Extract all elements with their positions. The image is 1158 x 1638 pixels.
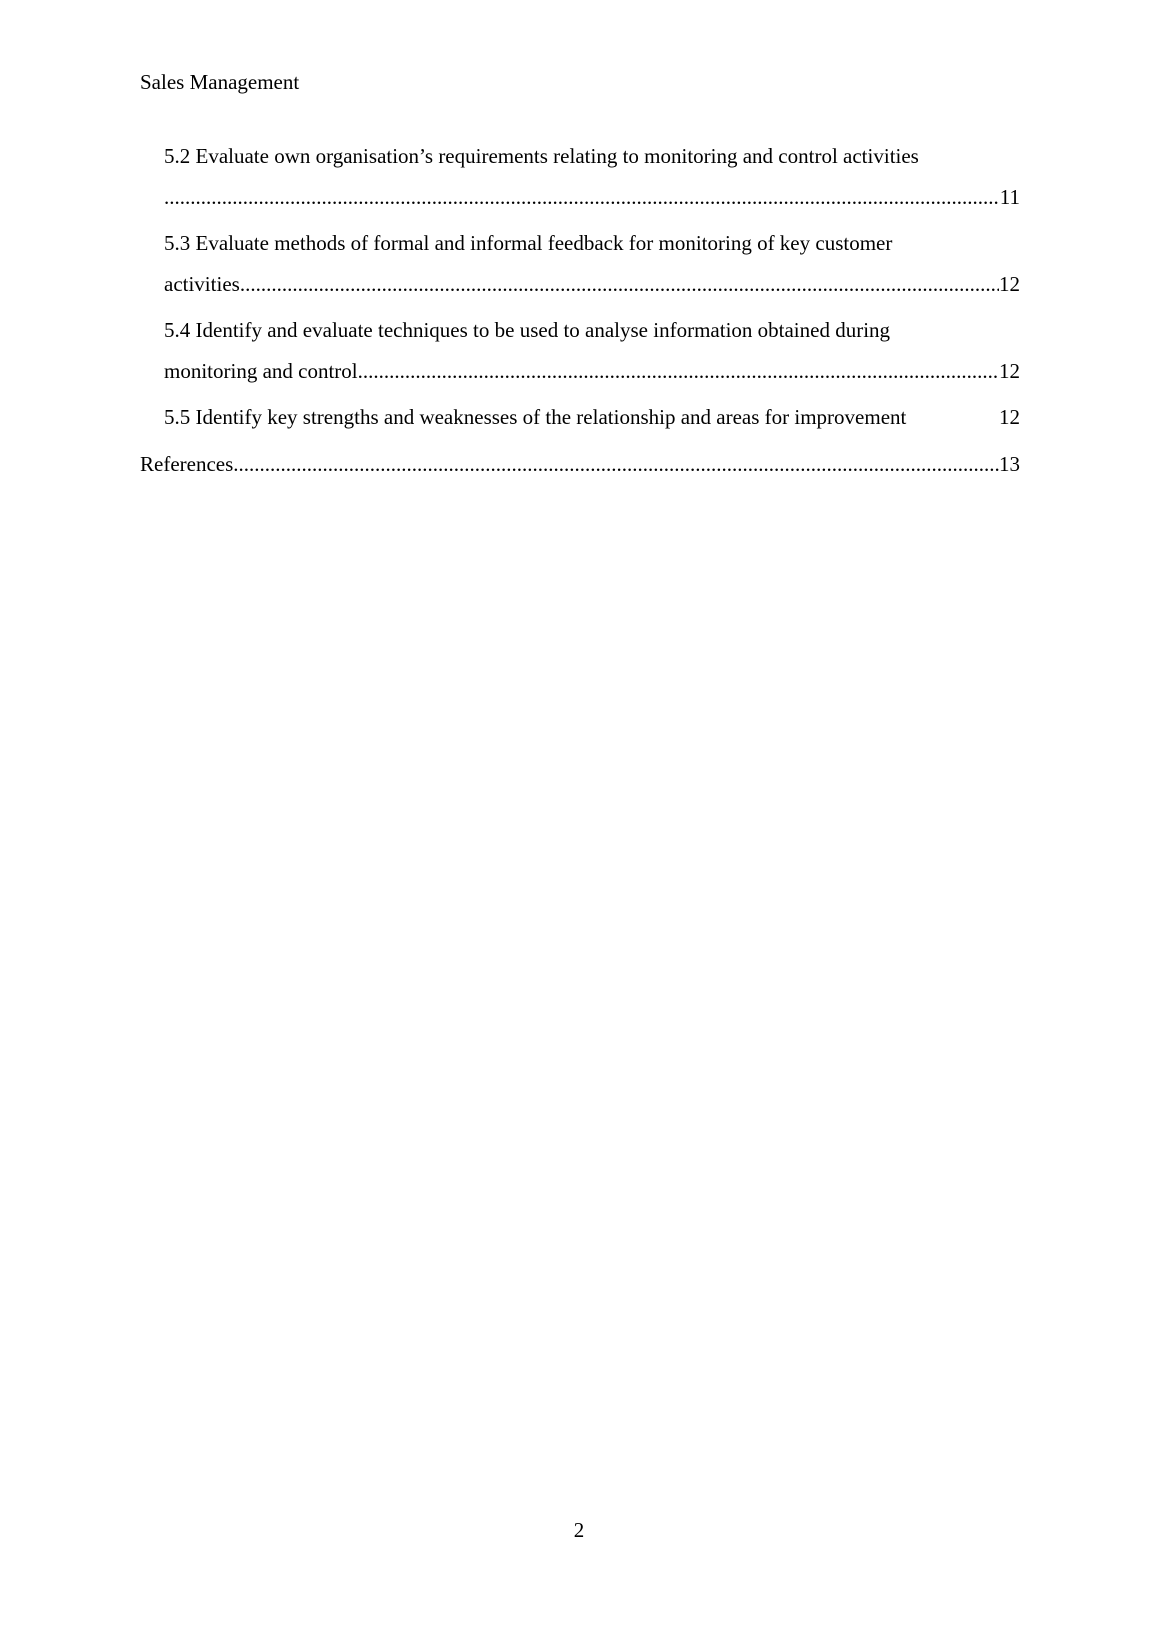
toc-entry-5-4[interactable] [140,310,1020,391]
toc-entry-line [164,397,1020,438]
toc-entry-5-5[interactable] [140,397,1020,438]
dot-leader [164,177,1000,218]
toc-entry-title-continuation: activities [164,271,240,296]
toc-page-number: 12 [999,405,1020,429]
toc-entry-title: 5.4 Identify and evaluate techniques to be used to analyse information obtained during [164,318,891,342]
page-number-footer: 2 [573,1518,585,1542]
dot-leader [358,351,999,392]
toc-entry-title-continuation: monitoring and control [164,358,358,383]
toc-entry-leader-line [164,264,1020,305]
toc-page-number: 12 [999,358,1020,383]
toc-entry-title: References [140,451,234,476]
dot-leader [233,444,999,485]
toc-entry-title: 5.2 Evaluate own organisation’s requirements relating to monitoring and control activities [164,144,919,168]
toc-page-number: 13 [999,451,1020,476]
table-of-contents [140,136,1020,490]
toc-entry-5-3[interactable] [140,223,1020,304]
toc-entry-5-2[interactable] [140,136,1020,217]
toc-entry-leader-line [164,177,1020,218]
toc-entry-title: 5.3 Evaluate methods of formal and informal feedback for monitoring of key customer [164,231,893,255]
dot-leader [240,264,999,305]
toc-entry-leader-line [140,444,1020,485]
toc-entry-leader-line [164,351,1020,392]
running-header: Sales Management [140,70,300,94]
toc-page-number: 11 [999,184,1020,209]
toc-page-number: 12 [999,271,1020,296]
toc-entry-title: 5.5 Identify key strengths and weaknesses of the relationship and areas for improvement [164,405,907,429]
toc-entry-references[interactable] [140,444,1020,485]
